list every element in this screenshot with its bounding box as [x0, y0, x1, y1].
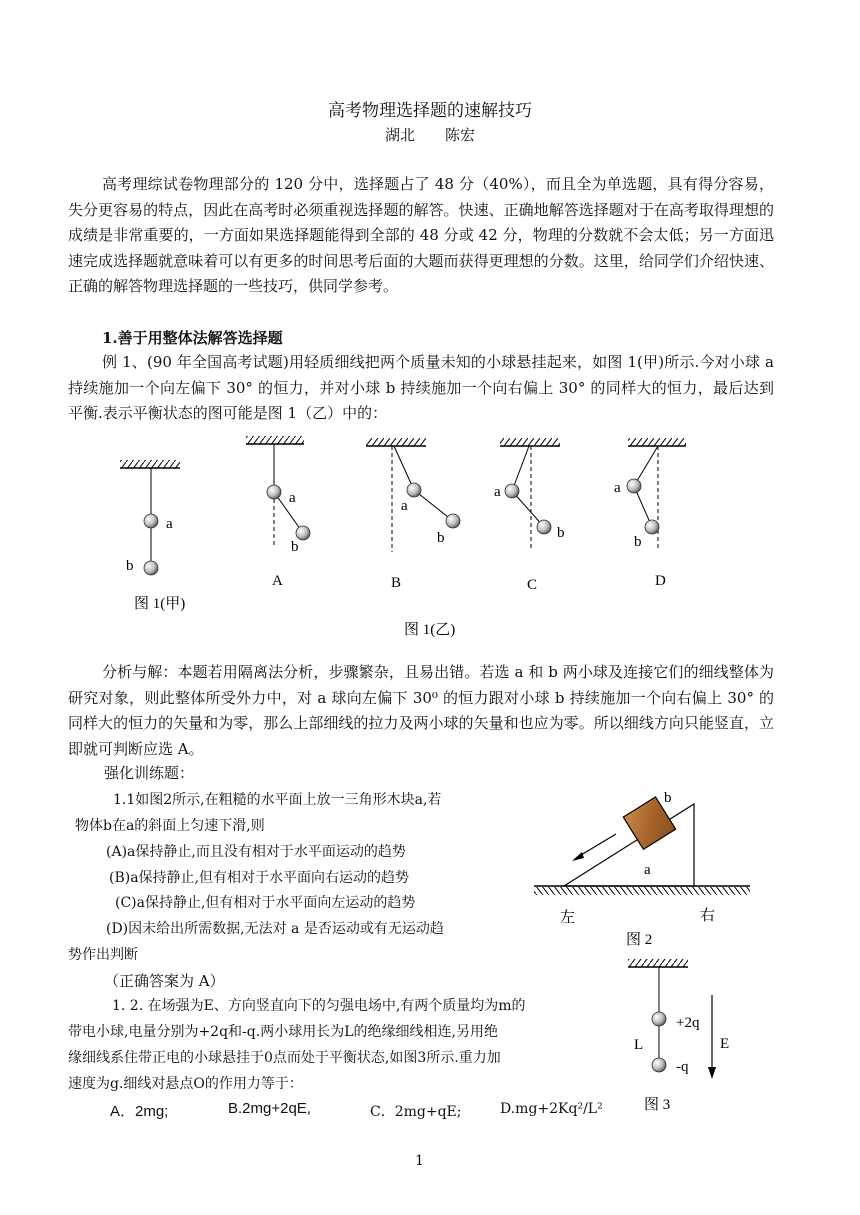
fig1-b-label-b: b — [437, 530, 445, 546]
fig3-label-l: L — [634, 1037, 644, 1053]
q12-option-d: D.mg+2Kq²/L² — [500, 1101, 603, 1117]
intro-paragraph: 高考理综试卷物理部分的 120 分中，选择题占了 48 分（40%），而且全为单选题，具有得分容易，失分更容易的特点，因此在高考时必须重视选择题的解答。快速、正确地解答选择题对于在高考取得理想的成绩是非常重要的，一方面如果选择题能得到全部的 48 分或 42 分，物理的分数就不会太低；另一方面迅速完成选择题就意味着可以有更多的时间思考后面的大题而获得更理想的分数。这里，给同学们介绍快速、正确的解答物理选择题的一些技巧，供同学参考。 — [68, 175, 774, 296]
fig3-label-e: E — [720, 1036, 730, 1052]
q11-answer: （正确答案为 A） — [104, 972, 225, 990]
fig1-b-label-a: a — [401, 498, 408, 514]
fig2-diagram — [534, 797, 750, 895]
fig1-option-b-label: B — [391, 575, 402, 591]
fig1-jia-label-b: b — [126, 558, 134, 574]
fig3-label-plus: +2q — [676, 1015, 700, 1031]
fig2-caption: 图 2 — [626, 932, 653, 948]
fig2-label-a: a — [644, 862, 651, 878]
q11-option-c: (C)a保持静止,但有相对于水平面向左运动的趋势 — [115, 895, 416, 911]
q11-stem-line2: 物体b在a的斜面上匀速下滑,则 — [75, 818, 265, 834]
q12-stem-line2: 带电小球,电量分别为+2q和-q.两小球用长为L的绝缘细线相连,另用绝 — [68, 1024, 498, 1040]
fig1-c-label-a: a — [494, 484, 501, 500]
figure-1 — [0, 430, 860, 650]
q12-option-b: B.2mg+2qE, — [228, 1100, 311, 1117]
fig1-c-label-b: b — [557, 525, 565, 541]
fig1-option-c-diagram — [500, 438, 560, 550]
fig1-option-a-diagram — [246, 436, 310, 548]
q11-option-d-line1: (D)因未给出所需数据,无法对 a 是否运动或有无运动趋 — [106, 921, 444, 937]
fig1-a-label-b: b — [291, 539, 299, 555]
fig1-d-label-a: a — [614, 480, 621, 496]
fig1-option-d-label: D — [655, 573, 666, 589]
fig3-diagram — [628, 959, 716, 1079]
q12-stem-line1: 1. 2. 在场强为E、方向竖直向下的匀强电场中,有两个质量均为m的 — [112, 998, 526, 1014]
fig1-option-a-label: A — [272, 573, 283, 589]
fig1-option-b-diagram — [366, 438, 460, 552]
q12-stem-line3: 缘细线系住带正电的小球悬挂于0点而处于平衡状态,如图3所示.重力加 — [68, 1050, 501, 1066]
q12-option-c: C．2mg+qE; — [370, 1104, 462, 1120]
section-heading: 1.善于用整体法解答选择题 — [102, 329, 283, 347]
fig2-label-left: 左 — [560, 910, 576, 926]
fig1-a-label-a: a — [289, 490, 296, 506]
fig1-option-c-label: C — [527, 577, 538, 593]
fig3-label-minus: -q — [676, 1059, 689, 1075]
q11-option-a: (A)a保持静止,而且没有相对于水平面运动的趋势 — [106, 844, 406, 860]
drill-heading: 强化训练题： — [104, 764, 195, 782]
fig3-caption: 图 3 — [644, 1097, 671, 1113]
q12-option-a: A．2mg; — [110, 1103, 169, 1120]
figure-2 — [530, 782, 770, 952]
q11-option-d-line2: 势作出判断 — [68, 947, 138, 963]
fig2-label-right: 右 — [700, 908, 716, 924]
page-title: 高考物理选择题的速解技巧 — [328, 101, 532, 121]
q12-stem-line4: 速度为g.细线对悬点O的作用力等于： — [68, 1076, 303, 1092]
fig1-jia-label-a: a — [166, 516, 173, 532]
fig2-label-b: b — [664, 790, 672, 806]
q11-option-b: (B)a保持静止,但有相对于水平面向右运动的趋势 — [109, 870, 410, 886]
example-paragraph: 例 1、(90 年全国高考试题)用轻质细线把两个质量未知的小球悬挂起来，如图 1(甲)所示.今对小球 a 持续施加一个向左偏下 30° 的恒力，并对小球 b 持续施加一个向右偏上 30° 的同样大的恒力，最后达到平衡.表示平衡状态的图可能是图 1（乙）中的： — [68, 353, 774, 423]
q11-stem-line1: 1.1如图2所示,在粗糙的水平面上放一三角形木块a,若 — [113, 792, 442, 808]
figure-3 — [620, 955, 750, 1115]
fig1-d-label-b: b — [634, 534, 642, 550]
page-number: 1 — [415, 1153, 424, 1169]
fig1-yi-caption: 图 1(乙) — [404, 622, 456, 638]
fig1-jia-caption: 图 1(甲) — [134, 596, 186, 612]
author-line: 湖北 陈宏 — [384, 126, 475, 144]
analysis-paragraph: 分析与解：本题若用隔离法分析，步骤繁杂，且易出错。若选 a 和 b 两小球及连接它们的细线整体为研究对象，则此整体所受外力中，对 a 球向左偏下 30⁰ 的恒力跟对小球 b 持续施加一个向右偏上 30° 的同样大的恒力的矢量和为零，那么上部细线的拉力及两小球的矢量和也应为零。所以细线方向只能竖直，立即就可判断应选 A。 — [68, 663, 774, 758]
